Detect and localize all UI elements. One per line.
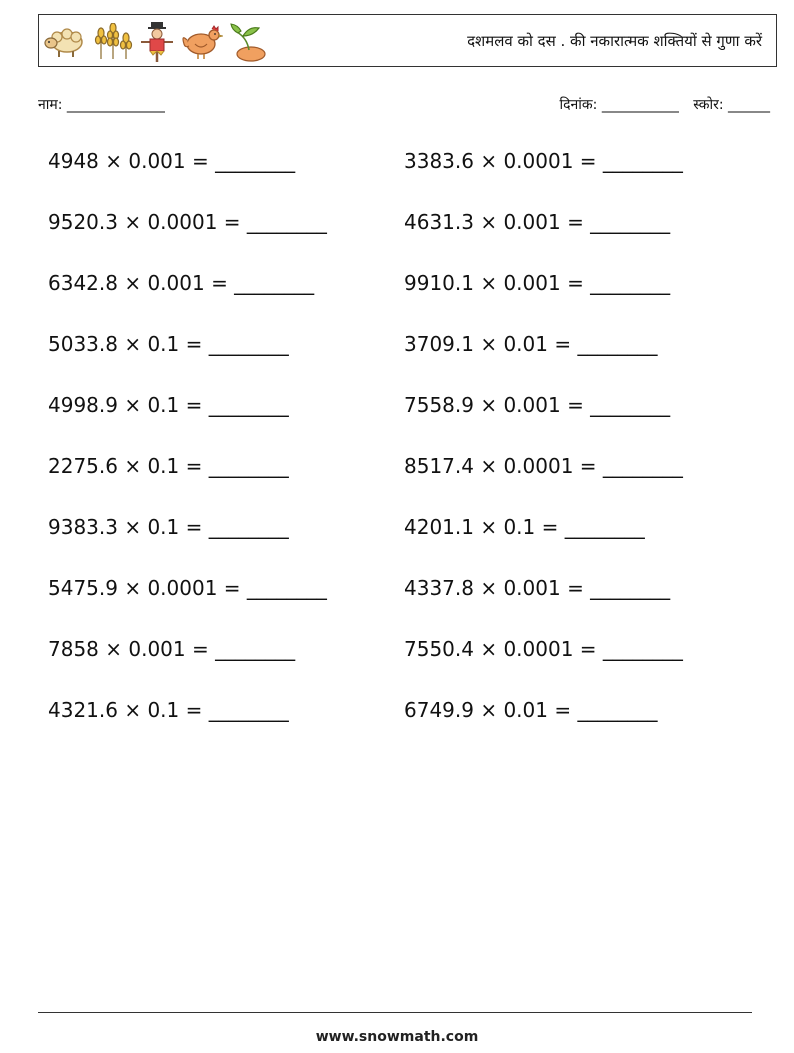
hen-icon: [181, 24, 223, 60]
problem-right-2[interactable]: 4631.3 × 0.001 = ________: [404, 210, 671, 234]
worksheet-title: दशमलव को दस . की नकारात्मक शक्तियों से गुणा करें: [467, 32, 762, 50]
problem-right-10[interactable]: 6749.9 × 0.01 = ________: [404, 698, 658, 722]
footer-divider: [38, 1012, 752, 1013]
problem-left-9[interactable]: 7858 × 0.001 = ________: [48, 637, 296, 661]
problem-left-2[interactable]: 9520.3 × 0.0001 = ________: [48, 210, 327, 234]
info-row: [38, 95, 770, 115]
problem-left-7[interactable]: 9383.3 × 0.1 = ________: [48, 515, 289, 539]
problem-left-6[interactable]: 2275.6 × 0.1 = ________: [48, 454, 289, 478]
wheat-icon: [93, 23, 133, 61]
sprout-icon: [229, 22, 269, 62]
problem-right-3[interactable]: 9910.1 × 0.001 = ________: [404, 271, 671, 295]
problem-right-8[interactable]: 4337.8 × 0.001 = ________: [404, 576, 671, 600]
footer-website: www.snowmath.com: [315, 1029, 479, 1045]
problem-left-8[interactable]: 5475.9 × 0.0001 = ________: [48, 576, 327, 600]
date-field[interactable]: दिनांक: ___________: [559, 97, 679, 113]
problem-right-1[interactable]: 3383.6 × 0.0001 = ________: [404, 149, 683, 173]
sheep-icon: [43, 26, 87, 58]
name-field[interactable]: नाम: ______________: [38, 97, 165, 113]
score-field[interactable]: स्कोर: ______: [693, 97, 770, 113]
problem-right-9[interactable]: 7550.4 × 0.0001 = ________: [404, 637, 683, 661]
problem-right-4[interactable]: 3709.1 × 0.01 = ________: [404, 332, 658, 356]
problem-left-10[interactable]: 4321.6 × 0.1 = ________: [48, 698, 289, 722]
problem-right-7[interactable]: 4201.1 × 0.1 = ________: [404, 515, 645, 539]
scarecrow-icon: [139, 22, 175, 62]
problem-left-3[interactable]: 6342.8 × 0.001 = ________: [48, 271, 315, 295]
date-score-fields: [559, 95, 770, 114]
problem-right-6[interactable]: 8517.4 × 0.0001 = ________: [404, 454, 683, 478]
problem-left-5[interactable]: 4998.9 × 0.1 = ________: [48, 393, 289, 417]
problem-right-5[interactable]: 7558.9 × 0.001 = ________: [404, 393, 671, 417]
problem-left-4[interactable]: 5033.8 × 0.1 = ________: [48, 332, 289, 356]
problem-left-1[interactable]: 4948 × 0.001 = ________: [48, 149, 296, 173]
header-box: [38, 14, 777, 67]
header-icons: [43, 20, 269, 64]
